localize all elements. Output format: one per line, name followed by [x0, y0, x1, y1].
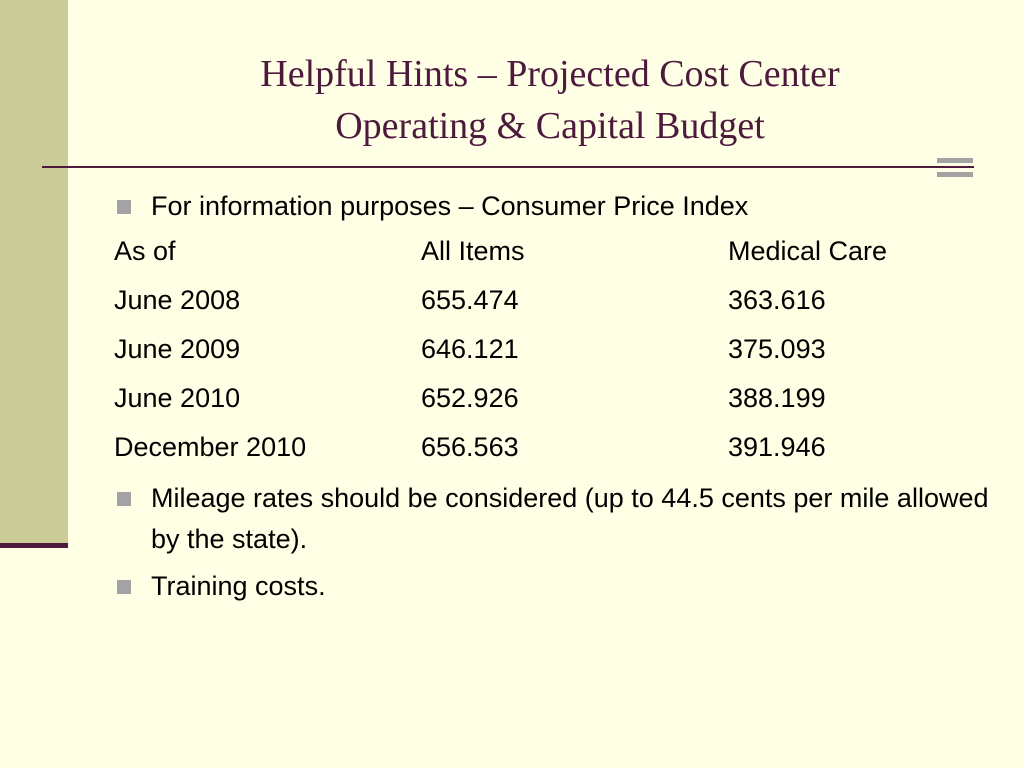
- cell-date: June 2010: [114, 383, 241, 413]
- cell-medical-care: 388.199: [728, 383, 826, 413]
- table-row: [114, 325, 887, 374]
- cell-medical-care: 363.616: [728, 285, 826, 315]
- divider-grey-bar-bottom: [937, 172, 973, 177]
- divider-grey-bar-top: [937, 158, 973, 163]
- bullet-cpi: [114, 186, 994, 227]
- header-all-items: All Items: [421, 236, 525, 266]
- decorative-sidebar: [0, 0, 68, 545]
- bullet-text: For information purposes – Consumer Price Index: [151, 191, 749, 221]
- table-header-row: [114, 227, 887, 276]
- cpi-table: [114, 227, 887, 472]
- header-medical-care: Medical Care: [728, 236, 888, 266]
- cell-medical-care: 391.946: [728, 432, 826, 462]
- cell-date: June 2008: [114, 285, 241, 315]
- title-line-1: Helpful Hints – Projected Cost Center: [260, 53, 840, 95]
- table-row: [114, 276, 887, 325]
- sidebar-accent-line: [0, 543, 68, 548]
- slide-title: [130, 48, 970, 152]
- cell-all-items: 656.563: [421, 432, 519, 462]
- cell-all-items: 646.121: [421, 334, 519, 364]
- bullet-mileage: [114, 478, 994, 560]
- square-bullet-icon: [117, 200, 131, 214]
- table-row: [114, 374, 887, 423]
- cell-date: December 2010: [114, 432, 307, 462]
- cell-date: June 2009: [114, 334, 241, 364]
- slide-body: [114, 186, 994, 607]
- square-bullet-icon: [117, 580, 131, 594]
- bullet-text: Mileage rates should be considered (up to 44.5 cents per mile allowed by the state).: [151, 483, 989, 554]
- cell-all-items: 655.474: [421, 285, 519, 315]
- cell-all-items: 652.926: [421, 383, 519, 413]
- table-row: [114, 423, 887, 472]
- title-divider: [42, 166, 974, 168]
- cell-medical-care: 375.093: [728, 334, 826, 364]
- header-as-of: As of: [114, 236, 176, 266]
- square-bullet-icon: [117, 492, 131, 506]
- bullet-text: Training costs.: [151, 571, 326, 601]
- bullet-training: [114, 566, 994, 607]
- title-line-2: Operating & Capital Budget: [335, 105, 765, 147]
